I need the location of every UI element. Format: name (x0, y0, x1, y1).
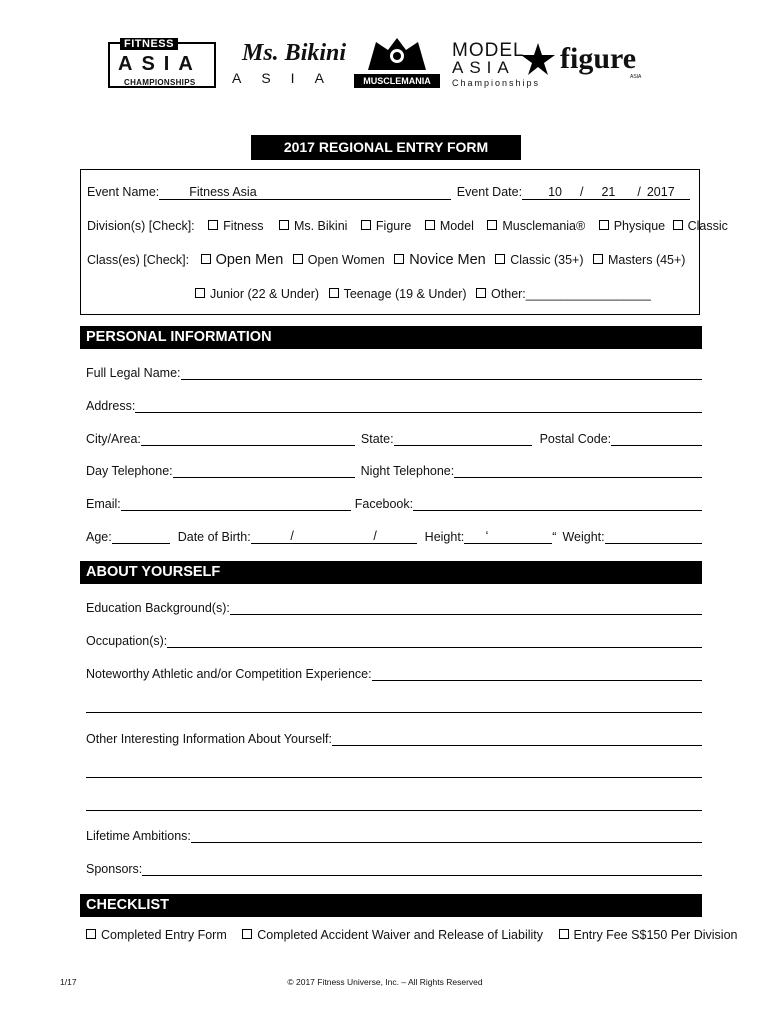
page-number: 1/17 (60, 977, 77, 987)
checklist-entry-fee[interactable]: Entry Fee S$150 Per Division (559, 928, 738, 942)
height-field[interactable]: ‘ (464, 531, 552, 544)
night-phone-label: Night Telephone: (360, 464, 455, 478)
checkbox-icon (673, 220, 683, 230)
fitness-asia-logo (108, 38, 216, 88)
model-asia-logo: MODEL (452, 40, 525, 61)
event-date-field[interactable]: 10 / 21 / 2017 (522, 185, 690, 200)
flexing-figure-icon (354, 36, 440, 76)
checklist-entry-form[interactable]: Completed Entry Form (86, 928, 227, 942)
event-date-label: Event Date: (456, 185, 523, 199)
education-field[interactable] (230, 602, 702, 615)
division-physique[interactable]: Physique (599, 219, 665, 233)
checkbox-icon (599, 220, 609, 230)
class-novice-men[interactable]: Novice Men (394, 253, 486, 267)
class-open-men[interactable]: Open Men (201, 253, 284, 267)
day-phone-label: Day Telephone: (86, 464, 173, 478)
star-icon (520, 42, 556, 76)
sponsors-label: Sponsors: (86, 862, 143, 876)
ms-bikini-logo-sub: ASIA (232, 70, 344, 86)
address-field[interactable] (135, 400, 702, 413)
other-info-extra-line[interactable] (86, 777, 702, 778)
ambitions-row (86, 829, 702, 843)
personal-info-heading: PERSONAL INFORMATION (80, 326, 702, 349)
occupation-label: Occupation(s): (86, 634, 168, 648)
logo-strip (108, 36, 656, 94)
checkbox-icon (208, 220, 218, 230)
model-asia-logo-asia: ASIA (452, 58, 515, 77)
full-name-field[interactable] (181, 367, 703, 380)
divisions-label: Division(s) [Check]: (87, 219, 195, 233)
full-name-row (86, 366, 702, 380)
fitness-asia-logo-main: ASIA (118, 53, 202, 75)
experience-field[interactable] (372, 668, 702, 681)
ambitions-field[interactable] (191, 830, 702, 843)
event-name-label: Event Name: (87, 185, 160, 199)
dob-label: Date of Birth: (177, 530, 251, 544)
class-teenage[interactable]: Teenage (19 & Under) (329, 287, 467, 301)
checkbox-icon (487, 220, 497, 230)
classes-row-2 (195, 287, 651, 301)
figure-logo-sub: ASIA (630, 74, 642, 80)
checklist-waiver[interactable]: Completed Accident Waiver and Release of Liability (242, 928, 543, 942)
height-label: Height: (424, 530, 465, 544)
dob-field[interactable]: / / (251, 531, 417, 544)
education-row (86, 601, 702, 615)
age-row: Age: Date of Birth: / / Height: ‘ “ Weight: (86, 530, 702, 544)
address-label: Address: (86, 399, 136, 413)
division-model[interactable]: Model (425, 219, 474, 233)
full-name-label: Full Legal Name: (86, 366, 181, 380)
checkbox-icon (425, 220, 435, 230)
checkbox-icon (279, 220, 289, 230)
division-fitness[interactable]: Fitness (208, 219, 263, 233)
form-title: 2017 REGIONAL ENTRY FORM (251, 135, 521, 160)
copyright: © 2017 Fitness Universe, Inc. – All Rights Reserved (287, 977, 483, 987)
experience-label: Noteworthy Athletic and/or Competition Experience: (86, 667, 372, 681)
class-classic[interactable]: Classic (35+) (495, 253, 583, 267)
email-field[interactable] (121, 498, 351, 511)
checkbox-icon (201, 254, 211, 264)
facebook-field[interactable] (413, 498, 702, 511)
ms-bikini-logo: Ms. Bikini (242, 40, 347, 66)
state-label: State: (360, 432, 394, 446)
other-info-row (86, 732, 702, 746)
musclemania-logo-label: MUSCLEMANIA (354, 74, 440, 88)
checklist-heading: CHECKLIST (80, 894, 702, 917)
class-open-women[interactable]: Open Women (293, 253, 385, 267)
city-label: City/Area: (86, 432, 141, 446)
city-row (86, 432, 702, 446)
checklist-row (86, 928, 737, 942)
checkbox-icon (329, 288, 339, 298)
address-row (86, 399, 702, 413)
class-other[interactable]: Other:__________________ (476, 287, 651, 301)
checkbox-icon (242, 929, 252, 939)
experience-row (86, 667, 702, 681)
phone-row (86, 464, 702, 478)
sponsors-row (86, 862, 702, 876)
email-row (86, 497, 702, 511)
division-ms-bikini[interactable]: Ms. Bikini (279, 219, 347, 233)
divisions-row (87, 219, 728, 233)
other-info-field[interactable] (332, 733, 702, 746)
experience-extra-line[interactable] (86, 712, 702, 713)
checkbox-icon (361, 220, 371, 230)
day-phone-field[interactable] (173, 465, 355, 478)
checkbox-icon (476, 288, 486, 298)
postal-code-label: Postal Code: (539, 432, 612, 446)
model-asia-logo-sub: Championships (452, 78, 541, 88)
age-label: Age: (86, 530, 112, 544)
occupation-field[interactable] (167, 635, 702, 648)
occupation-row (86, 634, 702, 648)
class-junior[interactable]: Junior (22 & Under) (195, 287, 319, 301)
event-name-field[interactable]: Fitness Asia (159, 185, 451, 200)
fitness-asia-logo-sub: CHAMPIONSHIPS (124, 78, 196, 87)
checkbox-icon (195, 288, 205, 298)
division-musclemania[interactable]: Musclemania® (487, 219, 585, 233)
ambitions-label: Lifetime Ambitions: (86, 829, 191, 843)
division-classic[interactable]: Classic (673, 219, 728, 233)
other-info-label: Other Interesting Information About Yourself: (86, 732, 332, 746)
classes-label: Class(es) [Check]: (87, 253, 190, 267)
age-field[interactable] (112, 531, 170, 544)
checkbox-icon (86, 929, 96, 939)
class-masters[interactable]: Masters (45+) (593, 253, 685, 267)
classes-row (87, 252, 685, 268)
weight-field[interactable] (605, 531, 702, 544)
fitness-asia-logo-top: FITNESS (120, 38, 178, 50)
checkbox-icon (495, 254, 505, 264)
state-field[interactable] (394, 433, 532, 446)
checkbox-icon (593, 254, 603, 264)
postal-code-field[interactable] (611, 433, 702, 446)
checkbox-icon (293, 254, 303, 264)
figure-logo: figure (560, 42, 637, 75)
education-label: Education Background(s): (86, 601, 230, 615)
other-info-extra-line[interactable] (86, 810, 702, 811)
city-field[interactable] (141, 433, 355, 446)
about-yourself-heading: ABOUT YOURSELF (80, 561, 702, 584)
division-figure[interactable]: Figure (361, 219, 411, 233)
weight-label: Weight: (562, 530, 605, 544)
checkbox-icon (559, 929, 569, 939)
event-details-box (80, 169, 728, 315)
email-label: Email: (86, 497, 121, 511)
facebook-label: Facebook: (354, 497, 414, 511)
checkbox-icon (394, 254, 404, 264)
sponsors-field[interactable] (142, 863, 702, 876)
night-phone-field[interactable] (454, 465, 702, 478)
musclemania-logo (354, 36, 440, 90)
